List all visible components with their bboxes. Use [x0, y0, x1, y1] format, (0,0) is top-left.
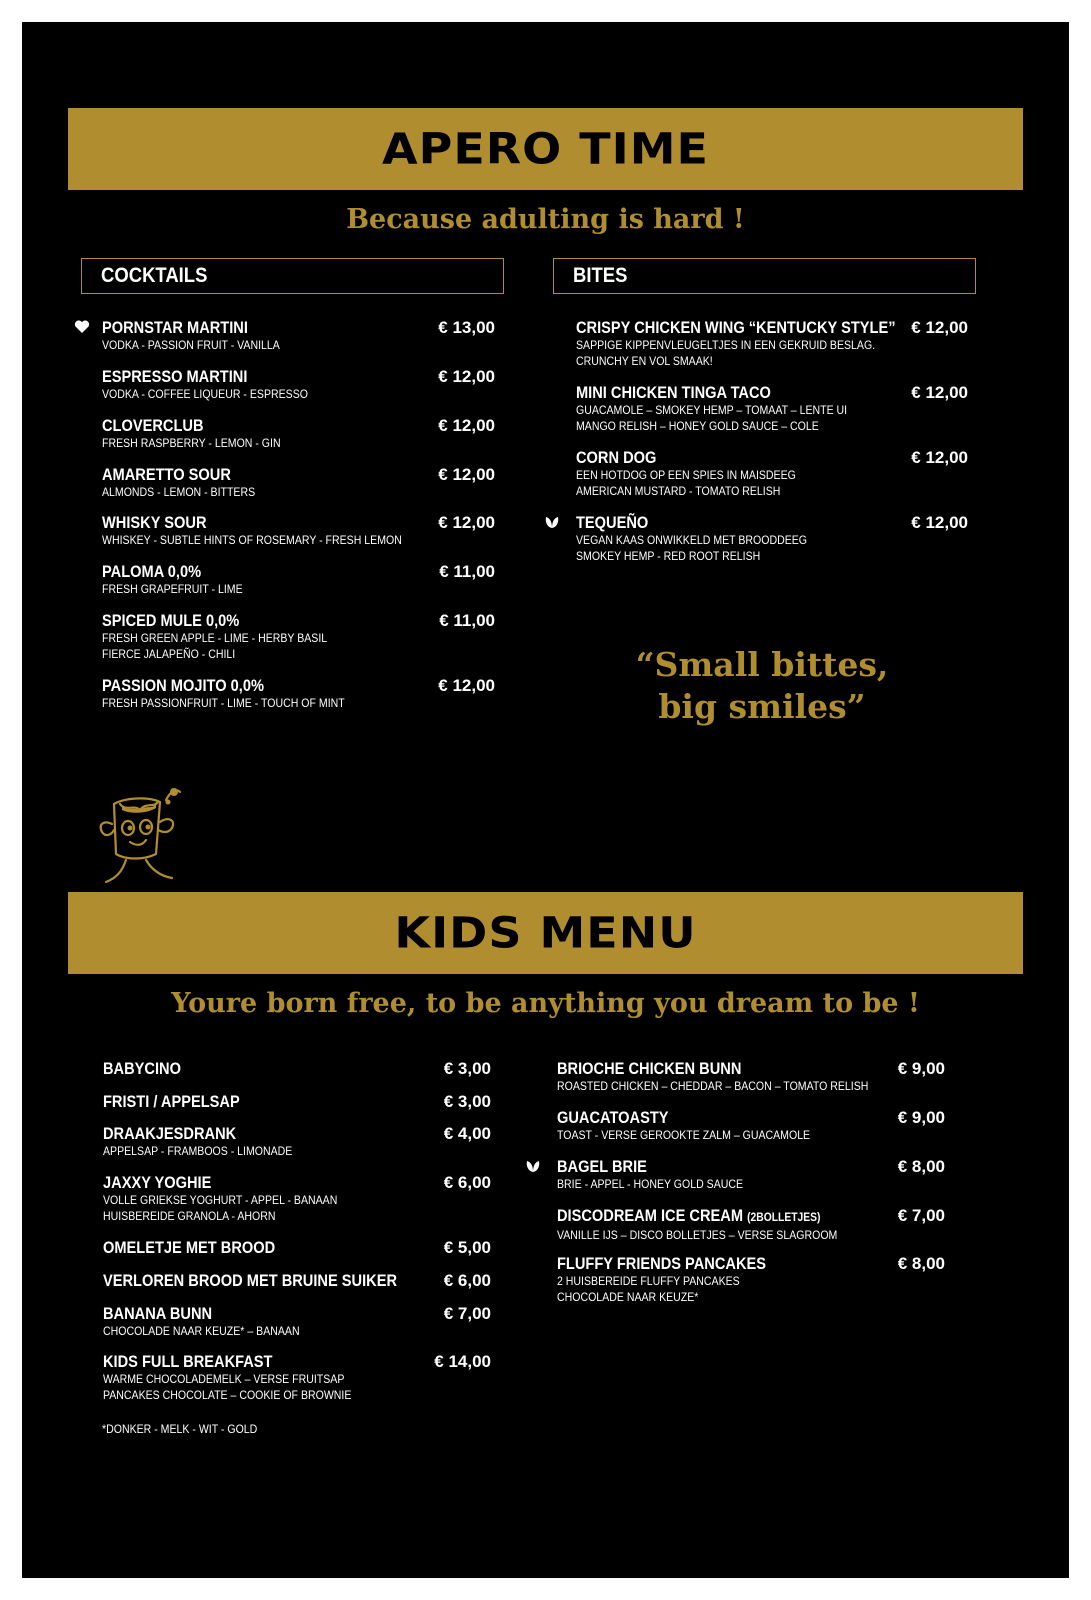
item-price: € 13,00 [438, 318, 495, 337]
item-name: KIDS FULL BREAKFAST [103, 1352, 273, 1371]
item-price: € 12,00 [911, 318, 968, 337]
heart-icon [74, 320, 90, 334]
menu-item [557, 1254, 945, 1305]
item-description: TOAST - VERSE GEROOKTE ZALM – GUACAMOLE [557, 1128, 811, 1142]
item-description: FRESH GREEN APPLE - LIME - HERBY BASIL [102, 631, 328, 645]
menu-item [576, 318, 968, 369]
item-description: CHOCOLADE NAAR KEUZE* – BANAAN [103, 1324, 300, 1338]
item-description: PANCAKES CHOCOLATE – COOKIE OF BROWNIE [103, 1388, 352, 1402]
item-price: € 11,00 [439, 562, 495, 581]
item-description: WARME CHOCOLADEMELK – VERSE FRUITSAP [103, 1372, 345, 1386]
menu-item [102, 367, 495, 402]
vegan-leaf-icon [525, 1159, 541, 1173]
item-price: € 12,00 [911, 448, 968, 467]
item-name: CLOVERCLUB [102, 416, 204, 435]
item-name: CORN DOG [576, 448, 657, 467]
apero-tagline: Because adulting is hard ! [346, 204, 745, 235]
item-price: € 3,00 [443, 1092, 491, 1111]
item-price: € 6,00 [443, 1271, 491, 1290]
cocktails-heading: COCKTAILS [101, 264, 208, 287]
item-description: VOLLE GRIEKSE YOGHURT - APPEL - BANAAN [103, 1193, 338, 1207]
menu-item [102, 465, 495, 500]
cocktails-heading-box [81, 258, 504, 294]
item-name: BABYCINO [103, 1059, 181, 1078]
item-description: MANGO RELISH – HONEY GOLD SAUCE – COLE [576, 419, 819, 433]
item-price: € 4,00 [443, 1124, 491, 1143]
item-price: € 12,00 [911, 383, 968, 402]
item-name: WHISKY SOUR [102, 513, 207, 532]
item-price: € 7,00 [897, 1206, 945, 1225]
item-name: FLUFFY FRIENDS PANCAKES [557, 1254, 767, 1273]
menu-item [103, 1059, 491, 1078]
item-price: € 12,00 [911, 513, 968, 532]
menu-item [576, 513, 968, 564]
bites-heading-box [553, 258, 976, 294]
item-name: PALOMA 0,0% [102, 562, 202, 581]
item-name: VERLOREN BROOD MET BRUINE SUIKER [103, 1271, 398, 1290]
menu-item [102, 562, 495, 597]
item-description: APPELSAP - FRAMBOOS - LIMONADE [103, 1144, 293, 1158]
mug-mascot-icon [86, 782, 196, 892]
kids-tagline: Youre born free, to be anything you dream to be ! [171, 988, 920, 1019]
item-description: VANILLE IJS – DISCO BOLLETJES – VERSE SLAGROOM [557, 1228, 838, 1242]
item-note: (2BOLLETJES) [747, 1210, 821, 1224]
vegan-leaf-icon [544, 515, 560, 529]
item-description: FRESH RASPBERRY - LEMON - GIN [102, 436, 281, 450]
item-name: PORNSTAR MARTINI [102, 318, 248, 337]
item-name: BRIOCHE CHICKEN BUNN [557, 1059, 742, 1078]
item-description: SMOKEY HEMP - RED ROOT RELISH [576, 549, 761, 563]
item-description: WHISKEY - SUBTLE HINTS OF ROSEMARY - FRESH LEMON [102, 533, 402, 547]
menu-item [102, 611, 495, 662]
kids-banner [68, 892, 1023, 974]
item-description: VODKA - PASSION FRUIT - VANILLA [102, 338, 280, 352]
item-name: BAGEL BRIE [557, 1157, 647, 1176]
item-price: € 14,00 [434, 1352, 491, 1371]
menu-item [102, 318, 495, 353]
item-name: MINI CHICKEN TINGA TACO [576, 383, 771, 402]
item-name: PASSION MOJITO 0,0% [102, 676, 264, 695]
item-name: GUACATOASTY [557, 1108, 669, 1127]
item-name: SPICED MULE 0,0% [102, 611, 240, 630]
item-description: CRUNCHY EN VOL SMAAK! [576, 354, 713, 368]
item-description: GUACAMOLE – SMOKEY HEMP – TOMAAT – LENTE UI [576, 403, 848, 417]
bites-heading: BITES [573, 264, 628, 287]
item-price: € 8,00 [897, 1254, 945, 1273]
item-description: 2 HUISBEREIDE FLUFFY PANCAKES [557, 1274, 740, 1288]
menu-page [22, 22, 1069, 1578]
item-price: € 5,00 [443, 1238, 491, 1257]
menu-item [557, 1059, 945, 1094]
kids-title: KIDS MENU [394, 908, 697, 958]
item-description: AMERICAN MUSTARD - TOMATO RELISH [576, 484, 781, 498]
item-name: ESPRESSO MARTINI [102, 367, 248, 386]
item-name: BANANA BUNN [103, 1304, 213, 1323]
item-description: EEN HOTDOG OP EEN SPIES IN MAISDEEG [576, 468, 796, 482]
bites-quote [612, 644, 912, 728]
item-name: OMELETJE MET BROOD [103, 1238, 276, 1257]
item-description: SAPPIGE KIPPENVLEUGELTJES IN EEN GEKRUID BESLAG. [576, 338, 876, 352]
item-price: € 7,00 [443, 1304, 491, 1323]
menu-item [102, 676, 495, 711]
menu-item [557, 1108, 945, 1143]
item-name: FRISTI / APPELSAP [103, 1092, 240, 1111]
menu-item [557, 1157, 945, 1192]
item-description: FIERCE JALAPEÑO - CHILI [102, 647, 236, 661]
menu-item [102, 513, 495, 548]
item-description: HUISBEREIDE GRANOLA - AHORN [103, 1209, 276, 1223]
item-name-row [557, 1206, 891, 1227]
item-price: € 12,00 [438, 513, 495, 532]
apero-banner [68, 108, 1023, 190]
item-price: € 12,00 [438, 416, 495, 435]
menu-item [576, 383, 968, 434]
item-price: € 12,00 [438, 676, 495, 695]
item-name: DISCODREAM ICE CREAM [557, 1206, 744, 1225]
menu-item [103, 1238, 491, 1257]
item-description: CHOCOLADE NAAR KEUZE* [557, 1290, 699, 1304]
item-description: BRIE - APPEL - HONEY GOLD SAUCE [557, 1177, 744, 1191]
footnote: *DONKER - MELK - WIT - GOLD [102, 1422, 258, 1436]
menu-item [103, 1124, 491, 1159]
quote-line: “Small bittes, [635, 645, 889, 684]
item-description: FRESH PASSIONFRUIT - LIME - TOUCH OF MINT [102, 696, 345, 710]
item-description: ROASTED CHICKEN – CHEDDAR – BACON – TOMATO RELISH [557, 1079, 869, 1093]
apero-title: APERO TIME [382, 124, 709, 174]
menu-item [102, 416, 495, 451]
item-price: € 8,00 [897, 1157, 945, 1176]
item-description: VEGAN KAAS ONWIKKELD MET BROODDEEG [576, 533, 807, 547]
item-price: € 12,00 [438, 465, 495, 484]
item-name: JAXXY YOGHIE [103, 1173, 212, 1192]
item-name: CRISPY CHICKEN WING “KENTUCKY STYLE” [576, 318, 896, 337]
item-name: DRAAKJESDRANK [103, 1124, 237, 1143]
menu-item [103, 1092, 491, 1111]
item-price: € 9,00 [897, 1059, 945, 1078]
menu-item [103, 1271, 491, 1290]
item-price: € 9,00 [897, 1108, 945, 1127]
quote-line: big smiles” [658, 687, 866, 726]
item-price: € 3,00 [443, 1059, 491, 1078]
menu-item [576, 448, 968, 499]
item-price: € 6,00 [443, 1173, 491, 1192]
item-price: € 11,00 [439, 611, 495, 630]
menu-item [103, 1352, 491, 1403]
menu-item [557, 1206, 945, 1243]
item-name: AMARETTO SOUR [102, 465, 231, 484]
item-description: ALMONDS - LEMON - BITTERS [102, 485, 256, 499]
item-description: VODKA - COFFEE LIQUEUR - ESPRESSO [102, 387, 308, 401]
menu-item [103, 1304, 491, 1339]
item-description: FRESH GRAPEFRUIT - LIME [102, 582, 243, 596]
menu-item [103, 1173, 491, 1224]
item-name: TEQUEÑO [576, 513, 649, 532]
item-price: € 12,00 [438, 367, 495, 386]
